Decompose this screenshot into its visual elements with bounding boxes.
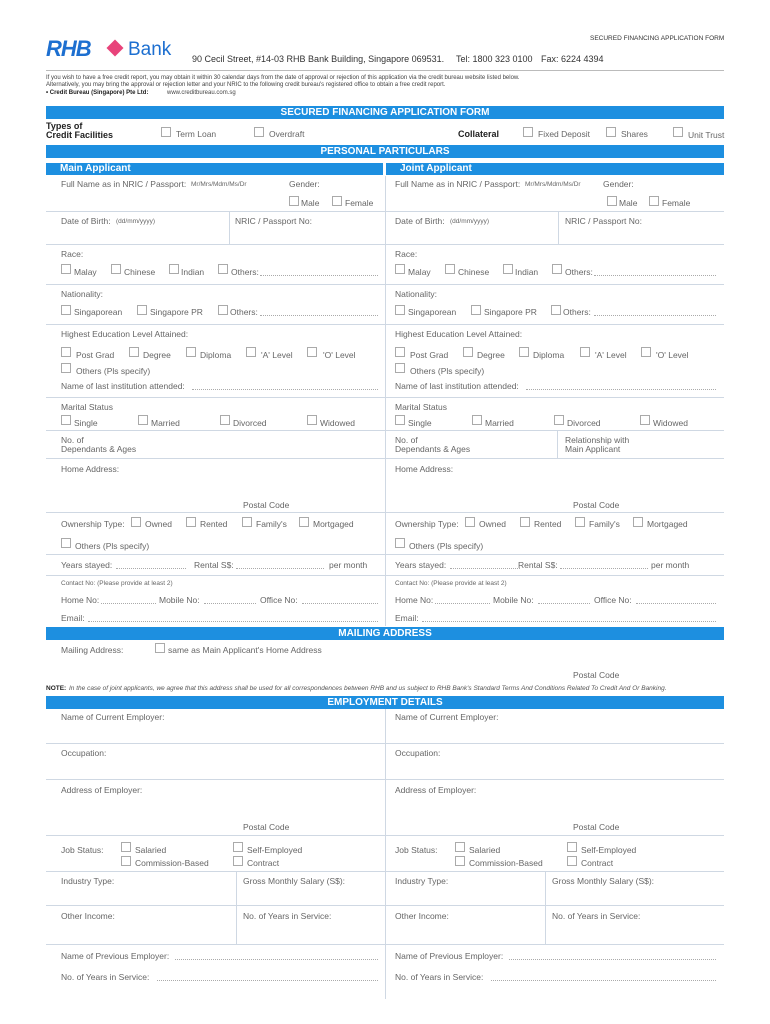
divider — [46, 575, 385, 576]
joint-rental-input[interactable] — [560, 568, 648, 569]
main-familys-label: Family's — [256, 519, 287, 529]
divider — [229, 212, 230, 244]
personal-particulars-bar: PERSONAL PARTICULARS — [46, 145, 724, 158]
main-dependants-label-1: No. of — [61, 435, 84, 445]
main-prev-employer-input[interactable] — [175, 959, 378, 960]
main-others-nat-input[interactable] — [260, 315, 378, 316]
main-owned-checkbox[interactable] — [131, 517, 141, 527]
joint-others-nat-label: Others: — [563, 307, 591, 317]
main-single-checkbox[interactable] — [61, 415, 71, 425]
unit-trust-label: Unit Trust — [688, 130, 725, 140]
joint-female-label: Female — [662, 198, 691, 208]
joint-office-no-label: Office No: — [594, 595, 632, 605]
joint-years-label: Years stayed: — [395, 560, 447, 570]
joint-malay-label: Malay — [408, 267, 431, 277]
joint-divorced-label: Divorced — [567, 418, 601, 428]
joint-home-no-input[interactable] — [435, 603, 490, 604]
note-text: In the case of joint applicants, we agree that this address shall be used for all correspondences between RHB and us subject to RHB Bank's Standard Terms And Conditions Related To Credit And Or Banking. — [69, 685, 667, 692]
divider — [385, 284, 724, 285]
divider — [385, 211, 724, 212]
joint-titles: Mr/Mrs/Mdm/Ms/Dr — [525, 181, 581, 188]
fixed-deposit-checkbox[interactable] — [523, 127, 533, 137]
main-mobile-no-label: Mobile No: — [159, 595, 200, 605]
overdraft-checkbox[interactable] — [254, 127, 264, 137]
divider — [385, 575, 724, 576]
joint-email-input[interactable] — [422, 621, 716, 622]
joint-dependants-label-1: No. of — [395, 435, 418, 445]
main-gender-label: Gender: — [289, 179, 320, 189]
unit-trust-checkbox[interactable] — [673, 127, 683, 137]
main-per-month-label: per month — [329, 560, 368, 570]
joint-others-nat-checkbox[interactable] — [551, 305, 561, 315]
joint-applicant-header: Joint Applicant — [386, 163, 724, 175]
main-race-label: Race: — [61, 249, 84, 259]
joint-spr-label: Singapore PR — [484, 307, 537, 317]
main-self-employed-label: Self-Employed — [247, 845, 303, 855]
divider — [46, 905, 724, 906]
shares-label: Shares — [621, 129, 648, 139]
joint-ownership-label: Ownership Type: — [395, 519, 459, 529]
divider — [558, 212, 559, 244]
main-rental-label: Rental S$: — [194, 560, 234, 570]
joint-others-race-label: Others: — [565, 267, 593, 277]
joint-mobile-no-input[interactable] — [538, 603, 590, 604]
joint-mobile-no-label: Mobile No: — [493, 595, 534, 605]
main-home-no-input[interactable] — [101, 603, 156, 604]
joint-single-checkbox[interactable] — [395, 415, 405, 425]
main-institution-input[interactable] — [192, 389, 378, 390]
divider — [46, 743, 724, 744]
main-full-name-label: Full Name as in NRIC / Passport: — [61, 179, 187, 189]
joint-employer-label: Name of Current Employer: — [395, 712, 499, 722]
joint-indian-checkbox[interactable] — [503, 264, 513, 274]
main-male-label: Male — [301, 198, 320, 208]
joint-salaried-checkbox[interactable] — [455, 842, 465, 852]
main-olevel-checkbox[interactable] — [307, 347, 317, 357]
joint-contract-label: Contract — [581, 858, 614, 868]
divider — [557, 431, 558, 458]
joint-per-month-label: per month — [651, 560, 690, 570]
main-rental-input[interactable] — [236, 568, 324, 569]
shares-checkbox[interactable] — [606, 127, 616, 137]
joint-singaporean-checkbox[interactable] — [395, 305, 405, 315]
bureau-label: • Credit Bureau (Singapore) Pte Ltd: — [46, 90, 149, 96]
joint-office-no-input[interactable] — [636, 603, 716, 604]
main-diploma-label: Diploma — [200, 350, 232, 360]
joint-alevel-checkbox[interactable] — [580, 347, 590, 357]
main-male-checkbox[interactable] — [289, 196, 299, 206]
main-years-service-label: No. of Years in Service: — [243, 911, 332, 921]
joint-occupation-label: Occupation: — [395, 748, 441, 758]
joint-institution-label: Name of last institution attended: — [395, 381, 519, 391]
joint-prev-employer-label: Name of Previous Employer: — [395, 951, 504, 961]
mailing-address-label: Mailing Address: — [61, 645, 124, 655]
divider — [236, 872, 237, 944]
joint-married-label: Married — [485, 418, 514, 428]
joint-mortgaged-checkbox[interactable] — [633, 517, 643, 527]
divider — [46, 871, 724, 872]
joint-full-name-label: Full Name as in NRIC / Passport: — [395, 179, 521, 189]
main-mortgaged-checkbox[interactable] — [299, 517, 309, 527]
main-others-race-checkbox[interactable] — [218, 264, 228, 274]
divider — [46, 324, 385, 325]
term-loan-label: Term Loan — [176, 129, 217, 139]
bank-tel: Tel: 1800 323 0100 — [456, 54, 533, 64]
main-institution-label: Name of last institution attended: — [61, 381, 185, 391]
main-prev-years-label: No. of Years in Service: — [61, 972, 150, 982]
joint-widowed-label: Widowed — [653, 418, 688, 428]
main-other-income-label: Other Income: — [61, 911, 115, 921]
main-nric-label: NRIC / Passport No: — [235, 216, 312, 226]
divider — [46, 397, 385, 398]
joint-employer-address-label: Address of Employer: — [395, 785, 477, 795]
joint-institution-input[interactable] — [526, 389, 716, 390]
main-commission-label: Commission-Based — [135, 858, 209, 868]
joint-olevel-label: 'O' Level — [656, 350, 689, 360]
joint-degree-label: Degree — [477, 350, 505, 360]
joint-dependants-label-2: Dependants & Ages — [395, 444, 471, 454]
joint-dob-label: Date of Birth: — [395, 216, 445, 226]
divider — [46, 835, 724, 836]
joint-alevel-label: 'A' Level — [595, 350, 627, 360]
joint-years-service-label: No. of Years in Service: — [552, 911, 641, 921]
main-degree-checkbox[interactable] — [129, 347, 139, 357]
main-commission-checkbox[interactable] — [121, 856, 131, 866]
mailing-same-label: same as Main Applicant's Home Address — [168, 645, 322, 655]
joint-rented-checkbox[interactable] — [520, 517, 530, 527]
divider — [385, 430, 724, 431]
divider — [385, 512, 724, 513]
main-office-no-label: Office No: — [260, 595, 298, 605]
joint-familys-label: Family's — [589, 519, 620, 529]
divider — [385, 397, 724, 398]
main-self-employed-checkbox[interactable] — [233, 842, 243, 852]
joint-prev-years-input[interactable] — [491, 980, 716, 981]
joint-others-race-input[interactable] — [594, 275, 716, 276]
main-industry-label: Industry Type: — [61, 876, 115, 886]
main-salary-label: Gross Monthly Salary (S$): — [243, 876, 346, 886]
divider — [385, 458, 724, 459]
fixed-deposit-label: Fixed Deposit — [538, 129, 590, 139]
joint-others-edu-checkbox[interactable] — [395, 363, 405, 373]
rhb-diamond-icon — [107, 40, 124, 57]
main-dob-label: Date of Birth: — [61, 216, 111, 226]
main-malay-label: Malay — [74, 267, 97, 277]
form-label: SECURED FINANCING APPLICATION FORM — [590, 35, 725, 42]
joint-employer-postal-label: Postal Code — [573, 822, 620, 832]
main-others-race-label: Others: — [231, 267, 259, 277]
joint-single-label: Single — [408, 418, 432, 428]
main-ownership-label: Ownership Type: — [61, 519, 125, 529]
joint-spr-checkbox[interactable] — [471, 305, 481, 315]
main-salaried-label: Salaried — [135, 845, 167, 855]
main-postgrad-label: Post Grad — [76, 350, 115, 360]
main-diploma-checkbox[interactable] — [186, 347, 196, 357]
main-others-edu-label: Others (Pls specify) — [76, 366, 151, 376]
divider — [46, 244, 385, 245]
joint-postal-label: Postal Code — [573, 500, 620, 510]
divider — [46, 512, 385, 513]
main-dependants-label-2: Dependants & Ages — [61, 444, 137, 454]
joint-postgrad-checkbox[interactable] — [395, 347, 405, 357]
divider — [46, 944, 724, 945]
main-applicant-header: Main Applicant — [46, 163, 383, 175]
main-married-label: Married — [151, 418, 180, 428]
bureau-url: www.creditbureau.com.sg — [167, 90, 236, 96]
main-prev-years-input[interactable] — [157, 980, 378, 981]
divider — [46, 554, 385, 555]
main-spr-label: Singapore PR — [150, 307, 203, 317]
joint-marital-label: Marital Status — [395, 402, 447, 412]
main-prev-employer-label: Name of Previous Employer: — [61, 951, 170, 961]
collateral-label: Collateral — [458, 129, 500, 139]
main-singaporean-checkbox[interactable] — [61, 305, 71, 315]
main-widowed-label: Widowed — [320, 418, 355, 428]
main-female-checkbox[interactable] — [332, 196, 342, 206]
joint-relationship-label-1: Relationship with — [565, 435, 630, 445]
main-rented-label: Rented — [200, 519, 228, 529]
term-loan-checkbox[interactable] — [161, 127, 171, 137]
joint-mortgaged-label: Mortgaged — [647, 519, 688, 529]
joint-contact-note: Contact No: (Please provide at least 2) — [395, 580, 507, 587]
joint-email-label: Email: — [395, 613, 419, 623]
main-employer-postal-label: Postal Code — [243, 822, 290, 832]
notice-line-2: Alternatively, you may bring the approval or rejection letter and your NRIC to the following credit bureau's registered office to obtain a free credit report. — [46, 82, 446, 88]
rhb-logo-text: RHB — [46, 36, 91, 61]
joint-male-checkbox[interactable] — [607, 196, 617, 206]
joint-female-checkbox[interactable] — [649, 196, 659, 206]
main-home-address-label: Home Address: — [61, 464, 120, 474]
main-others-nat-label: Others: — [230, 307, 258, 317]
mailing-address-bar: MAILING ADDRESS — [46, 627, 724, 640]
main-alevel-checkbox[interactable] — [246, 347, 256, 357]
bank-fax: Fax: 6224 4394 — [541, 54, 604, 64]
main-salaried-checkbox[interactable] — [121, 842, 131, 852]
main-widowed-checkbox[interactable] — [307, 415, 317, 425]
employment-details-bar: EMPLOYMENT DETAILS — [46, 696, 724, 709]
joint-male-label: Male — [619, 198, 638, 208]
notice-line-1: If you wish to have a free credit report, you may obtain it within 30 calendar days from the date of approval or rejection of this application via the credit bureau website listed below. — [46, 75, 520, 81]
divider — [46, 458, 385, 459]
divider — [46, 284, 385, 285]
joint-others-edu-label: Others (Pls specify) — [410, 366, 485, 376]
main-contract-checkbox[interactable] — [233, 856, 243, 866]
joint-owned-label: Owned — [479, 519, 506, 529]
joint-familys-checkbox[interactable] — [575, 517, 585, 527]
joint-industry-label: Industry Type: — [395, 876, 449, 886]
joint-chinese-checkbox[interactable] — [445, 264, 455, 274]
main-others-nat-checkbox[interactable] — [218, 305, 228, 315]
joint-indian-label: Indian — [515, 267, 539, 277]
note-label: NOTE: — [46, 685, 67, 692]
divider — [545, 872, 546, 944]
header-divider — [46, 70, 724, 71]
bank-address: 90 Cecil Street, #14-03 RHB Bank Building, Singapore 069531. — [192, 54, 445, 64]
divider — [385, 244, 724, 245]
main-email-label: Email: — [61, 613, 85, 623]
main-office-no-input[interactable] — [302, 603, 378, 604]
employment-column-divider — [385, 709, 386, 999]
main-divorced-checkbox[interactable] — [220, 415, 230, 425]
divider — [46, 779, 724, 780]
main-married-checkbox[interactable] — [138, 415, 148, 425]
main-chinese-label: Chinese — [124, 267, 156, 277]
divider — [385, 324, 724, 325]
joint-nric-label: NRIC / Passport No: — [565, 216, 642, 226]
joint-owned-checkbox[interactable] — [465, 517, 475, 527]
joint-commission-checkbox[interactable] — [455, 856, 465, 866]
joint-self-employed-checkbox[interactable] — [567, 842, 577, 852]
main-indian-checkbox[interactable] — [169, 264, 179, 274]
main-marital-label: Marital Status — [61, 402, 113, 412]
main-olevel-label: 'O' Level — [323, 350, 356, 360]
divider — [46, 430, 385, 431]
main-mobile-no-input[interactable] — [204, 603, 256, 604]
joint-salary-label: Gross Monthly Salary (S$): — [552, 876, 655, 886]
main-singaporean-label: Singaporean — [74, 307, 123, 317]
main-occupation-label: Occupation: — [61, 748, 107, 758]
joint-job-status-label: Job Status: — [395, 845, 438, 855]
joint-race-label: Race: — [395, 249, 418, 259]
divider — [46, 211, 385, 212]
joint-others-own-checkbox[interactable] — [395, 538, 405, 548]
main-female-label: Female — [345, 198, 374, 208]
main-home-no-label: Home No: — [61, 595, 100, 605]
joint-salaried-label: Salaried — [469, 845, 501, 855]
joint-others-race-checkbox[interactable] — [552, 264, 562, 274]
main-others-race-input[interactable] — [260, 275, 378, 276]
joint-rented-label: Rented — [534, 519, 562, 529]
joint-divorced-checkbox[interactable] — [554, 415, 564, 425]
joint-nationality-label: Nationality: — [395, 289, 438, 299]
mailing-same-checkbox[interactable] — [155, 643, 165, 653]
facilities-label-2: Credit Facilities — [46, 130, 114, 140]
joint-diploma-label: Diploma — [533, 350, 565, 360]
joint-other-income-label: Other Income: — [395, 911, 449, 921]
overdraft-label: Overdraft — [269, 129, 305, 139]
main-owned-label: Owned — [145, 519, 172, 529]
main-degree-label: Degree — [143, 350, 171, 360]
main-titles: Mr/Mrs/Mdm/Ms/Dr — [191, 181, 247, 188]
main-years-label: Years stayed: — [61, 560, 113, 570]
main-years-input[interactable] — [116, 568, 186, 569]
joint-others-nat-input[interactable] — [594, 315, 716, 316]
main-education-label: Highest Education Level Attained: — [61, 329, 189, 339]
joint-self-employed-label: Self-Employed — [581, 845, 637, 855]
main-spr-checkbox[interactable] — [137, 305, 147, 315]
main-chinese-checkbox[interactable] — [111, 264, 121, 274]
joint-gender-label: Gender: — [603, 179, 634, 189]
main-contract-label: Contract — [247, 858, 280, 868]
main-postal-label: Postal Code — [243, 500, 290, 510]
divider — [385, 554, 724, 555]
main-others-own-label: Others (Pls specify) — [75, 541, 150, 551]
joint-years-input[interactable] — [450, 568, 520, 569]
facilities-label-1: Types of — [46, 121, 83, 131]
joint-malay-checkbox[interactable] — [395, 264, 405, 274]
joint-diploma-checkbox[interactable] — [519, 347, 529, 357]
joint-olevel-checkbox[interactable] — [641, 347, 651, 357]
joint-prev-years-label: No. of Years in Service: — [395, 972, 484, 982]
main-others-own-checkbox[interactable] — [61, 538, 71, 548]
joint-degree-checkbox[interactable] — [463, 347, 473, 357]
joint-others-own-label: Others (Pls specify) — [409, 541, 484, 551]
main-employer-label: Name of Current Employer: — [61, 712, 165, 722]
main-divorced-label: Divorced — [233, 418, 267, 428]
main-email-input[interactable] — [88, 621, 378, 622]
joint-prev-employer-input[interactable] — [509, 959, 716, 960]
main-postgrad-checkbox[interactable] — [61, 347, 71, 357]
main-dob-format: (dd/mm/yyyy) — [116, 218, 155, 225]
main-indian-label: Indian — [181, 267, 205, 277]
title-bar: SECURED FINANCING APPLICATION FORM — [46, 106, 724, 119]
joint-widowed-checkbox[interactable] — [640, 415, 650, 425]
main-familys-checkbox[interactable] — [242, 517, 252, 527]
main-single-label: Single — [74, 418, 98, 428]
joint-married-checkbox[interactable] — [472, 415, 482, 425]
main-rented-checkbox[interactable] — [186, 517, 196, 527]
joint-rental-label: Rental S$: — [518, 560, 558, 570]
main-job-status-label: Job Status: — [61, 845, 104, 855]
joint-home-no-label: Home No: — [395, 595, 434, 605]
bank-logo-text: Bank — [128, 39, 172, 60]
main-contact-note: Contact No: (Please provide at least 2) — [61, 580, 173, 587]
main-others-edu-checkbox[interactable] — [61, 363, 71, 373]
mailing-postal-label: Postal Code — [573, 670, 620, 680]
joint-commission-label: Commission-Based — [469, 858, 543, 868]
main-alevel-label: 'A' Level — [261, 350, 293, 360]
main-malay-checkbox[interactable] — [61, 264, 71, 274]
joint-singaporean-label: Singaporean — [408, 307, 457, 317]
joint-relationship-label-2: Main Applicant — [565, 444, 621, 454]
joint-dob-format: (dd/mm/yyyy) — [450, 218, 489, 225]
main-employer-address-label: Address of Employer: — [61, 785, 143, 795]
joint-education-label: Highest Education Level Attained: — [395, 329, 523, 339]
main-nationality-label: Nationality: — [61, 289, 104, 299]
joint-home-address-label: Home Address: — [395, 464, 454, 474]
joint-postgrad-label: Post Grad — [410, 350, 449, 360]
main-mortgaged-label: Mortgaged — [313, 519, 354, 529]
joint-chinese-label: Chinese — [458, 267, 490, 277]
joint-contract-checkbox[interactable] — [567, 856, 577, 866]
